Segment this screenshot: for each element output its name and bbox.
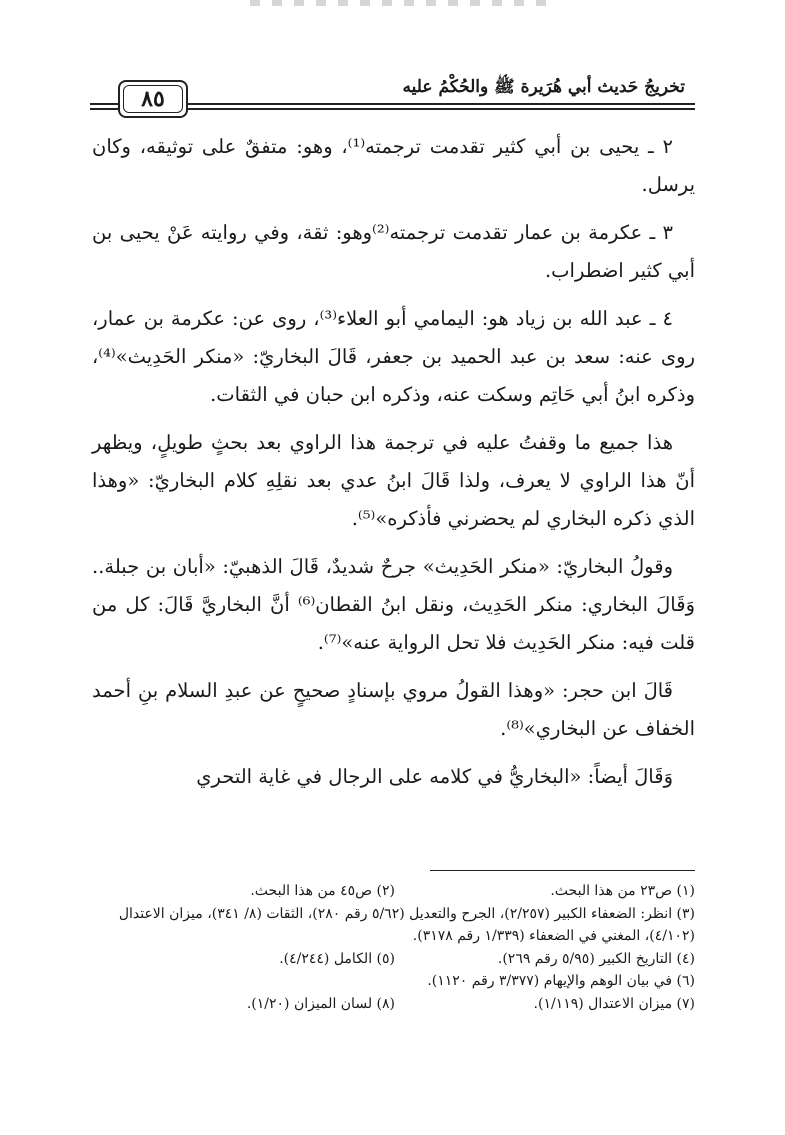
paragraph: ٣ ـ عكرمة بن عمار تقدمت ترجمته⁽²⁾وهو: ثقة، وفي روايته عَنْ يحيى بن أبي كثير اضطراب. bbox=[92, 221, 695, 282]
footnote-row bbox=[92, 948, 695, 971]
paragraph: هذا جميع ما وقفتُ عليه في ترجمة هذا الراوي بعد بحثٍ طويلٍ، ويظهر أنّ هذا الراوي لا يعرف، ولذا قَالَ ابنُ عدي بعد نقلِهِ كلام البخاريّ: «وهذا الذي ذكره البخاري لم يحضرني فأذكره»⁽⁵⁾. bbox=[92, 431, 695, 530]
footnote: (٢) ص٤٥ من هذا البحث. bbox=[250, 883, 395, 899]
footnote: (٧) ميزان الاعتدال (١/١١٩). bbox=[533, 995, 695, 1012]
top-edge-marks bbox=[250, 0, 550, 6]
footnote: (٦) في بيان الوهم والإيهام (٣/٣٧٧ رقم ١١٢٠). bbox=[427, 973, 695, 989]
footnote: (١) ص٢٣ من هذا البحث. bbox=[550, 883, 695, 899]
footnote: (٤) التاريخ الكبير (٥/٩٥ رقم ٢٦٩). bbox=[497, 950, 695, 967]
running-title: تخريجُ حَديث أبي هُرَيرة ﷺ والحُكْمُ عليه bbox=[402, 77, 685, 97]
page-number: ٨٥ bbox=[141, 86, 165, 112]
page-header bbox=[90, 70, 695, 122]
paragraph: ٢ ـ يحيى بن أبي كثير تقدمت ترجمته⁽¹⁾، وهو: متفقٌ على توثيقه، وكان يرسل. bbox=[92, 135, 695, 196]
footnote-separator bbox=[430, 870, 695, 871]
paragraph: وَقَالَ أيضاً: «البخاريُّ في كلامه على الرجال في غاية التحري bbox=[196, 765, 673, 788]
footnote-row bbox=[92, 880, 695, 903]
main-text bbox=[92, 128, 695, 806]
paragraph: وقولُ البخاريّ: «منكر الحَدِيث» جرحٌ شديدٌ، قَالَ الذهبيّ: «أبان بن جبلة.. وَقَالَ البخاري: منكر الحَدِيث، ونقل ابنُ القطان⁽⁶⁾ أنَّ البخاريَّ قَالَ: كل من قلت فيه: منكر الحَدِيث فلا تحل الرواية عنه»⁽⁷⁾. bbox=[92, 555, 695, 654]
footnotes bbox=[92, 880, 695, 1015]
footnote-row bbox=[92, 993, 695, 1016]
paragraph: ٤ ـ عبد الله بن زياد هو: اليمامي أبو العلاء⁽³⁾، روى عن: عكرمة بن عمار، روى عنه: سعد بن عبد الحميد بن جعفر، قَالَ البخاريّ: «منكر الحَدِيث»⁽⁴⁾، وذكره ابنُ أبي حَاتِم وسكت عنه، وذكره ابن حبان في الثقات. bbox=[92, 307, 695, 406]
footnote: (٣) انظر: الضعفاء الكبير (٢/٢٥٧)، الجرح والتعديل (٥/٦٢ رقم ٢٨٠)، الثقات (٨/ ٣٤١)، ميزان الاعتدال (٤/١٠٢)، المغني في الضعفاء (١/٣٣٩ رقم ٣١٧٨). bbox=[118, 905, 695, 944]
footnote: (٥) الكامل (٤/٢٤٤). bbox=[279, 950, 395, 967]
footnote: (٨) لسان الميزان (١/٢٠). bbox=[246, 995, 395, 1012]
paragraph: قَالَ ابن حجر: «وهذا القولُ مروي بإسنادٍ صحيحٍ عن عبدِ السلام بنِ أحمد الخفاف عن البخاري»⁽⁸⁾. bbox=[92, 679, 695, 740]
page-number-box bbox=[118, 80, 188, 118]
